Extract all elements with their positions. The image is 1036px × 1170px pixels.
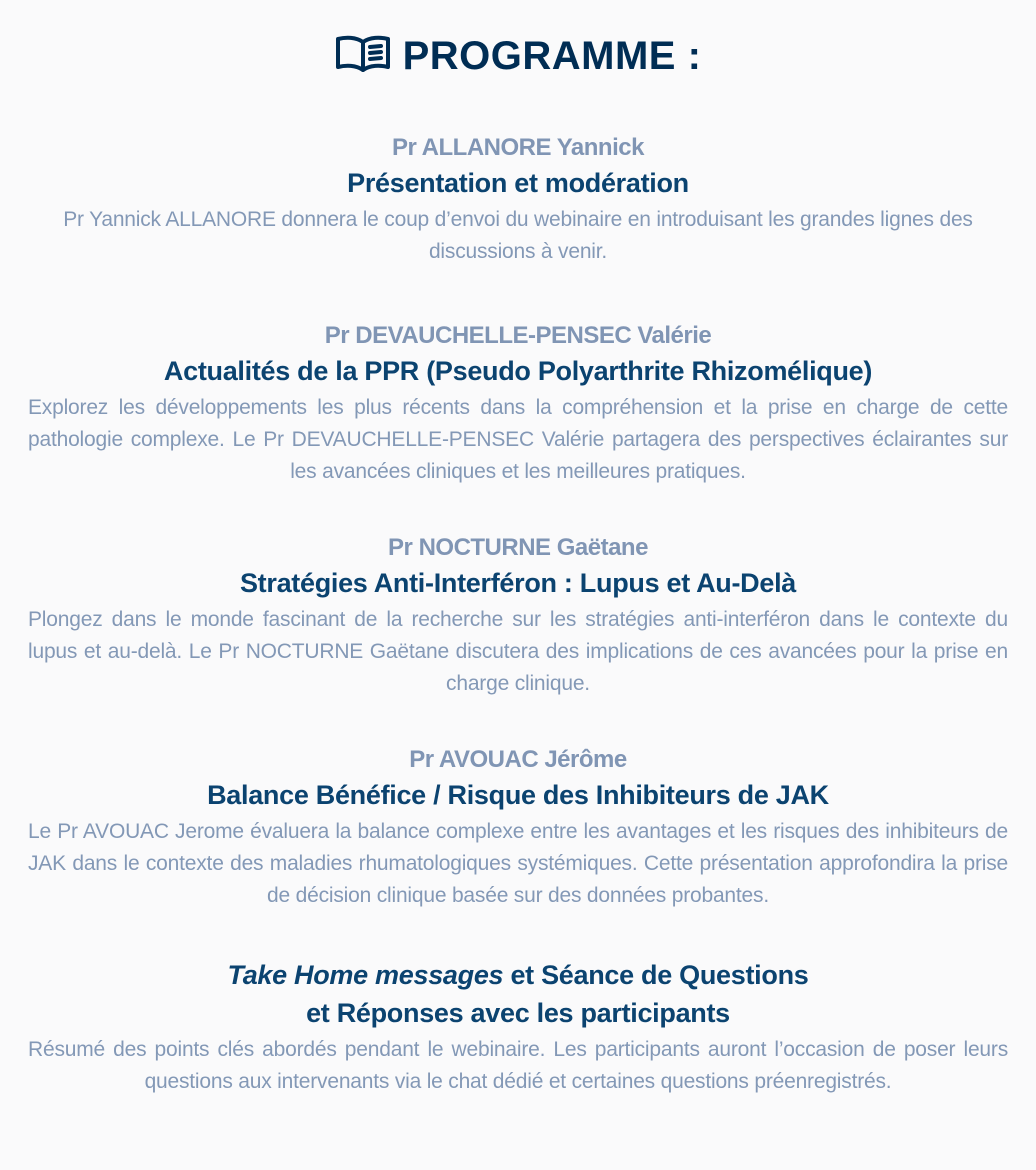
session-description: Résumé des points clés abordés pendant le webinaire. Les participants auront l’occasion de poser leurs questions aux intervenants via le chat dédié et certaines questions préenregistrés. xyxy=(28,1038,1008,1093)
speaker-name: Pr DEVAUCHELLE-PENSEC Valérie xyxy=(324,322,712,349)
session-description: Plongez dans le monde fascinant de la recherche sur les stratégies anti-interféron dans le contexte du lupus et au-delà. Le Pr NOCTURNE Gaëtane discutera des implications de ces avancées pour la prise en charge clinique. xyxy=(28,608,1008,695)
session-item xyxy=(28,744,1008,912)
session-description: Le Pr AVOUAC Jerome évaluera la balance complexe entre les avantages et les risques des inhibiteurs de JAK dans le contexte des maladies rhumatologiques systémiques. Cette présentation approfondira la prise de décision clinique basée sur des données probantes. xyxy=(28,820,1008,907)
session-title xyxy=(28,956,1008,994)
session-title: Présentation et modération xyxy=(347,168,689,198)
session-title-rest: et Séance de Questions xyxy=(503,960,809,990)
page-title: PROGRAMME : xyxy=(402,33,702,78)
session-description: Explorez les développements les plus récents dans la compréhension et la prise en charge de cette pathologie complexe. Le Pr DEVAUCHELLE-PENSEC Valérie partagera des perspectives éclairantes sur les avancées cliniques et les meilleures pratiques. xyxy=(28,396,1008,483)
session-item xyxy=(28,320,1008,488)
programme-header xyxy=(28,0,1008,112)
open-book-icon xyxy=(335,34,391,79)
session-title: Balance Bénéfice / Risque des Inhibiteurs de JAK xyxy=(207,780,829,810)
speaker-name: Pr NOCTURNE Gaëtane xyxy=(388,534,648,561)
session-title: Stratégies Anti-Interféron : Lupus et Au-Delà xyxy=(239,568,797,598)
speaker-name: Pr ALLANORE Yannick xyxy=(392,134,644,161)
session-title: Actualités de la PPR (Pseudo Polyarthrite Rhizomélique) xyxy=(163,356,873,386)
speaker-name: Pr AVOUAC Jérôme xyxy=(409,746,627,773)
session-title-line2: et Réponses avec les participants xyxy=(306,998,730,1028)
session-description: Pr Yannick ALLANORE donnera le coup d’envoi du webinaire en introduisant les grandes lignes des discussions à venir. xyxy=(63,208,973,263)
session-item xyxy=(28,956,1008,1098)
session-item xyxy=(28,132,1008,268)
session-title-italic: Take Home messages xyxy=(227,960,504,990)
session-item xyxy=(28,532,1008,700)
